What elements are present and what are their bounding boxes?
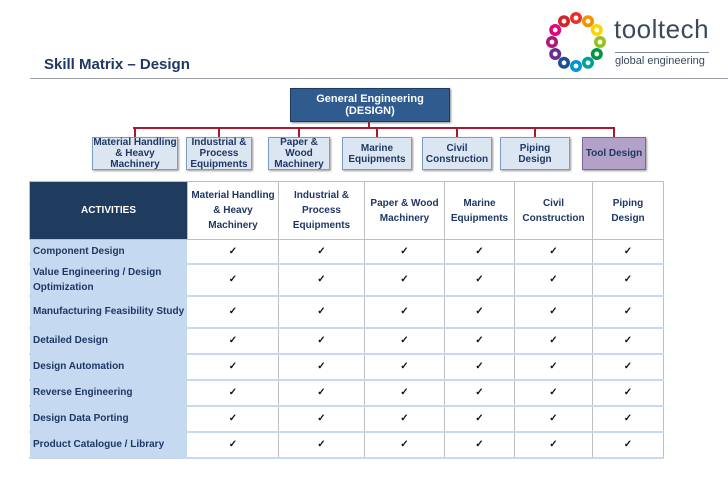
page-title: Skill Matrix – Design — [44, 56, 190, 73]
org-connector-drop — [534, 127, 536, 137]
check-icon: ✓ — [593, 406, 664, 432]
check-icon: ✓ — [365, 328, 445, 354]
org-child-box: Industrial & Process Equipments — [186, 137, 252, 170]
check-icon: ✓ — [365, 406, 445, 432]
check-icon: ✓ — [445, 296, 515, 328]
org-root-label: General Engineering (DESIGN) — [316, 93, 424, 117]
check-icon: ✓ — [445, 432, 515, 458]
check-icon: ✓ — [188, 406, 279, 432]
check-icon: ✓ — [515, 296, 593, 328]
logo-dot-center — [598, 40, 603, 45]
logo-dot-center — [586, 60, 591, 65]
logo-dot-center — [562, 19, 567, 24]
table-row — [30, 406, 664, 432]
check-icon: ✓ — [515, 264, 593, 296]
org-child-box: Tool Design — [582, 137, 646, 170]
check-icon: ✓ — [365, 296, 445, 328]
column-header: Paper & Wood Machinery — [365, 182, 445, 240]
check-icon: ✓ — [365, 380, 445, 406]
table-row — [30, 296, 664, 328]
check-icon: ✓ — [279, 240, 365, 264]
org-root-box — [290, 88, 450, 122]
check-icon: ✓ — [445, 406, 515, 432]
org-child-box: Material Handling & Heavy Machinery — [93, 137, 177, 170]
check-icon: ✓ — [515, 380, 593, 406]
org-connector-drop — [218, 127, 220, 137]
table-row — [30, 328, 664, 354]
check-icon: ✓ — [445, 354, 515, 380]
org-child-box: Marine Equipments — [342, 137, 412, 170]
check-icon: ✓ — [593, 432, 664, 458]
logo-dot-center — [553, 52, 558, 57]
logo-wordmark: tooltech — [614, 14, 710, 44]
activity-label: Design Data Porting — [30, 406, 188, 432]
logo-dot-center — [553, 28, 558, 33]
org-connector-drop — [134, 127, 136, 137]
org-child-box: Piping Design — [500, 137, 570, 170]
logo-subtitle: global engineering — [615, 52, 709, 67]
check-icon: ✓ — [515, 406, 593, 432]
table-row — [30, 240, 664, 264]
check-icon: ✓ — [188, 296, 279, 328]
check-icon: ✓ — [365, 240, 445, 264]
check-icon: ✓ — [593, 354, 664, 380]
check-icon: ✓ — [365, 354, 445, 380]
activity-label: Reverse Engineering — [30, 380, 188, 406]
table-row — [30, 380, 664, 406]
org-connector-drop — [298, 127, 300, 137]
activity-label: Product Catalogue / Library — [30, 432, 188, 458]
check-icon: ✓ — [279, 354, 365, 380]
check-icon: ✓ — [188, 380, 279, 406]
org-connector-drop — [376, 127, 378, 137]
logo-dot-center — [594, 28, 599, 33]
org-connector-drop — [613, 127, 615, 137]
check-icon: ✓ — [188, 240, 279, 264]
skill-matrix-table — [29, 181, 664, 459]
check-icon: ✓ — [593, 296, 664, 328]
logo-dot-center — [574, 64, 579, 69]
check-icon: ✓ — [279, 264, 365, 296]
logo-ring-icon — [538, 8, 614, 80]
check-icon: ✓ — [279, 380, 365, 406]
check-icon: ✓ — [279, 432, 365, 458]
check-icon: ✓ — [279, 296, 365, 328]
table-row — [30, 264, 664, 296]
check-icon: ✓ — [279, 328, 365, 354]
check-icon: ✓ — [593, 264, 664, 296]
check-icon: ✓ — [445, 380, 515, 406]
tooltech-logo — [538, 8, 728, 80]
check-icon: ✓ — [515, 328, 593, 354]
check-icon: ✓ — [515, 432, 593, 458]
activities-header: ACTIVITIES — [30, 182, 188, 240]
column-header: Piping Design — [593, 182, 664, 240]
column-header: Industrial & Process Equipments — [279, 182, 365, 240]
check-icon: ✓ — [188, 264, 279, 296]
activity-label: Component Design — [30, 240, 188, 264]
org-connector-drop — [456, 127, 458, 137]
check-icon: ✓ — [188, 328, 279, 354]
org-child-box: Civil Construction — [422, 137, 492, 170]
activity-label: Design Automation — [30, 354, 188, 380]
org-child-box: Paper & Wood Machinery — [268, 137, 330, 170]
check-icon: ✓ — [445, 240, 515, 264]
logo-dot-center — [562, 60, 567, 65]
activity-label: Detailed Design — [30, 328, 188, 354]
logo-dot-center — [594, 52, 599, 57]
check-icon: ✓ — [593, 240, 664, 264]
table-row — [30, 432, 664, 458]
column-header: Civil Construction — [515, 182, 593, 240]
activity-label: Value Engineering / Design Optimization — [30, 264, 188, 296]
check-icon: ✓ — [188, 432, 279, 458]
logo-dot-center — [574, 16, 579, 21]
check-icon: ✓ — [445, 264, 515, 296]
org-connector-horizontal — [133, 127, 613, 129]
activity-label: Manufacturing Feasibility Study — [30, 296, 188, 328]
check-icon: ✓ — [365, 264, 445, 296]
table-row — [30, 354, 664, 380]
check-icon: ✓ — [188, 354, 279, 380]
logo-dot-center — [586, 19, 591, 24]
check-icon: ✓ — [279, 406, 365, 432]
column-header: Marine Equipments — [445, 182, 515, 240]
check-icon: ✓ — [593, 328, 664, 354]
column-header: Material Handling & Heavy Machinery — [188, 182, 279, 240]
check-icon: ✓ — [445, 328, 515, 354]
check-icon: ✓ — [593, 380, 664, 406]
check-icon: ✓ — [515, 240, 593, 264]
check-icon: ✓ — [515, 354, 593, 380]
check-icon: ✓ — [365, 432, 445, 458]
logo-dot-center — [550, 40, 555, 45]
